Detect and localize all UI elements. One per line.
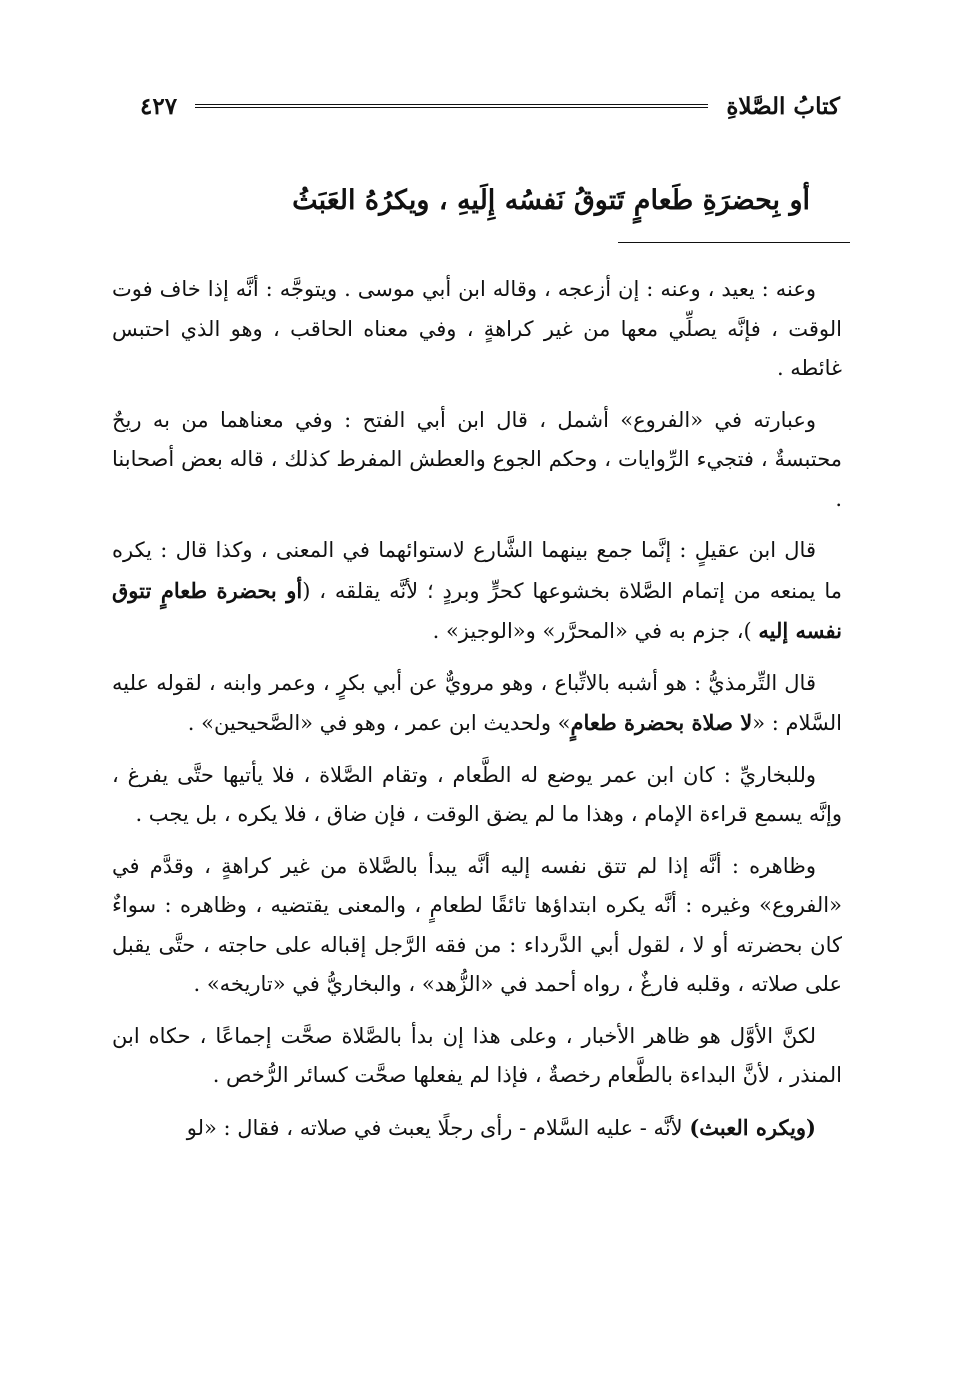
quoted-matn: (ويكره العبث) <box>689 1114 816 1140</box>
paragraph-text: لأنَّه - عليه السَّلام - رأى رجلًا يعبث في صلاته ، فقال : «لو <box>186 1115 690 1140</box>
paragraph-text: وللبخاريِّ : كان ابن عمر يوضع له الطَّعام ، وتقام الصَّلاة ، فلا يأتيها حتَّى يفرغ ، وإنَّه يسمع قراءة الإمام ، وهذا ما لم يضق الوقت ، فإن ضاق ، فلا يكره ، بل يجب . <box>112 762 842 826</box>
quoted-matn: أو بحضرة طعامٍ تتوق نفسه إليه <box>112 577 842 643</box>
quoted-hadith: لا صلاة بحضرة طعامٍ <box>570 710 753 735</box>
paragraph <box>112 401 842 520</box>
commentary-body <box>112 270 842 1160</box>
paragraph-text: » ولحديث ابن عمر ، وهو في «الصَّحيحين» . <box>187 711 571 735</box>
page-header <box>140 88 840 124</box>
paragraph-text: وظاهره : أنَّه إذا لم تتق نفسه إليه أنَّه يبدأ بالصَّلاة من غير كراهةٍ ، وقدَّم في «الفروع» وغيره : أنَّه يكره ابتداؤها تائقًا لطعامٍ ، والمعنى يقتضيه ، وظاهره : سواءٌ كان بحضرته أو لا ، لقول أبي الدَّرداء : من فقه الرَّجل إقباله على حاجته ، حتَّى يقبل على صلاته ، وقلبه فارغٌ ، رواه أحمد في «الزُّهد» ، والبخاريُّ في «تاريخه» . <box>112 853 842 996</box>
paragraph-text: وعبارته في «الفروع» أشمل ، قال ابن أبي الفتح : وفي معناهما من به ريحٌ محتبسةٌ ، فتجيء الرِّوايات ، وحكم الجوع والعطش المفرط كذلك ، قاله بعض أصحابنا . <box>112 407 842 511</box>
page-number: ٤٢٧ <box>140 92 178 120</box>
paragraph <box>112 270 842 389</box>
paragraph-text: قال التِّرمذيُّ : هو أشبه بالاتِّباع ، وهو مرويٌّ عن أبي بكرٍ ، وعمر وابنه ، لقوله عليه السَّلام : « <box>112 670 842 735</box>
matn-separator-rule <box>618 242 850 243</box>
matn-heading: أو بِحضرَةِ طَعامٍ تَتوقُ نَفسُه إِلَيهِ ، ويكرُهُ العَبَثُ <box>292 185 810 216</box>
paragraph-text: لكنَّ الأوَّل هو ظاهر الأخبار ، وعلى هذا إن بدأ بالصَّلاة صحَّت إجماعًا ، حكاه ابن المنذر ، لأنَّ البداءة بالطَّعام رخصةٌ ، فإذا لم يفعلها صحَّت كسائر الرُّخص . <box>112 1023 842 1087</box>
paragraph <box>112 664 842 744</box>
paragraph-text: وعنه : يعيد ، وعنه : إن أزعجه ، وقاله ابن أبي موسى . ويتوجَّه : أنَّه إذا خاف فوت الوقت ، فإنَّه يصلِّي معها من غير كراهةٍ ، وفي معناه الحاقب ، وهو الذي احتبس غائطه . <box>112 277 842 380</box>
header-rule <box>195 104 708 108</box>
paragraph <box>112 1108 842 1149</box>
running-title: كتابُ الصَّلاةِ <box>726 92 840 120</box>
paragraph-text: )، جزم به في «المحرَّر» و«الوجيز» . <box>432 619 759 643</box>
paragraph <box>112 531 842 652</box>
paragraph <box>112 756 842 835</box>
paragraph <box>112 847 842 1005</box>
paragraph <box>112 1017 842 1096</box>
paragraph-text: قال ابن عقيلٍ : إنَّما جمع بينهما الشَّارع لاستوائهما في المعنى ، وكذا قال : يكره ما يمنعه من إتمام الصَّلاة بخشوعها كحرٍّ وبردٍ ؛ لأنَّه يقلقه ، ( <box>112 538 842 603</box>
